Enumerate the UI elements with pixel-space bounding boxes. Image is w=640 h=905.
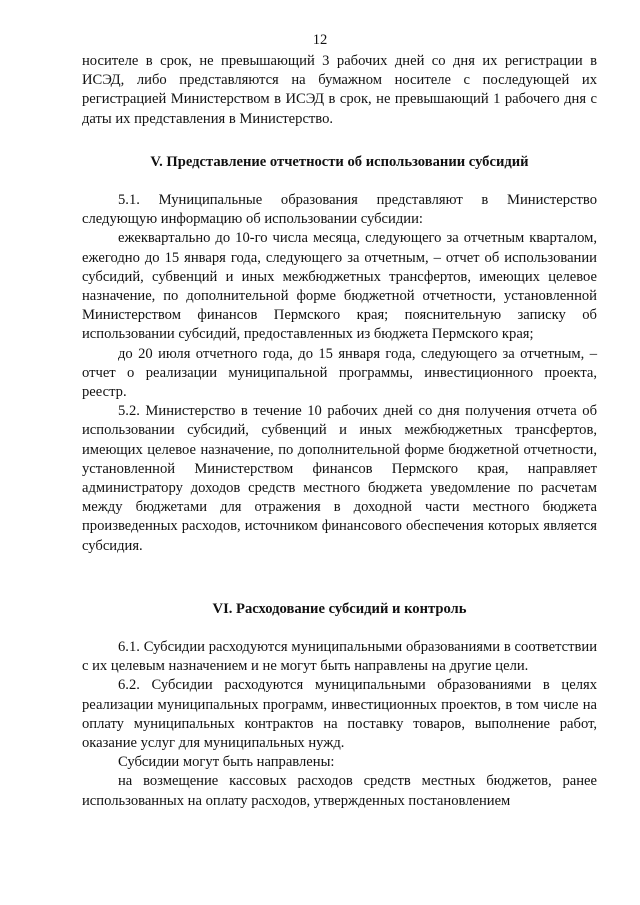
section-6-body: [82, 638, 597, 811]
section-5-heading: V. Представление отчетности об использовании субсидий: [150, 154, 529, 170]
paragraph-6-1: 6.1. Субсидии расходуются муниципальными образованиями в соответствии с их целевым назначением и не могут быть направлены на другие цели.: [82, 639, 597, 675]
paragraph: носителе в срок, не превышающий 3 рабочих дней со дня их регистрации в ИСЭД, либо представляются на бумажном носителе с последующей их регистрацией Министерством в ИСЭД в срок, не превышающий 1 рабочего дня с даты их представления в Министерство.: [82, 53, 597, 127]
paragraph-5-1: 5.1. Муниципальные образования представляют в Министерство следующую информацию об использовании субсидии:: [82, 192, 597, 228]
section-5-body: [82, 191, 597, 556]
paragraph: ежеквартально до 10-го числа месяца, следующего за отчетным кварталом, ежегодно до 15 января года, следующего за отчетным, – отчет об использовании субсидий, субвенций и иных межбюджетных трансфертов, имеющих целевое назначение, по дополнительной форме бюджетной отчетности, установленной Министерством финансов Пермского края; пояснительную записку об использовании субсидий, предоставленных из бюджета Пермского края;: [82, 230, 597, 343]
paragraph-6-2: 6.2. Субсидии расходуются муниципальными образованиями в целях реализации муниципальных программ, инвестиционных проектов, в том числе на оплату муниципальных контрактов на поставку товаров, выполнение работ, оказание услуг для муниципальных нужд.: [82, 677, 597, 752]
page-number: 12: [312, 32, 328, 48]
paragraph: до 20 июля отчетного года, до 15 января года, следующего за отчетным, – отчет о реализации муниципальной программы, инвестиционного проекта, реестр.: [82, 345, 597, 401]
paragraph: Субсидии могут быть направлены:: [118, 754, 335, 771]
paragraph-5-2: 5.2. Министерство в течение 10 рабочих дней со дня получения отчета об использовании субсидий, субвенций и иных межбюджетных трансфертов, имеющих целевое назначение, по дополнительной форме бюджетной отчетности, установленной Министерством финансов Пермского края, направляет администратору доходов средств местного бюджета уведомление по расчетам между бюджетами для отражения в доходной части местного бюджета произведенных расходов, источником финансового обеспечения которых является субсидия.: [82, 403, 597, 554]
intro-text: [82, 52, 597, 129]
section-6-heading: VI. Расходование субсидий и контроль: [212, 601, 467, 617]
paragraph: на возмещение кассовых расходов средств местных бюджетов, ранее использованных на оплату расходов, утвержденных постановлением: [82, 773, 597, 809]
